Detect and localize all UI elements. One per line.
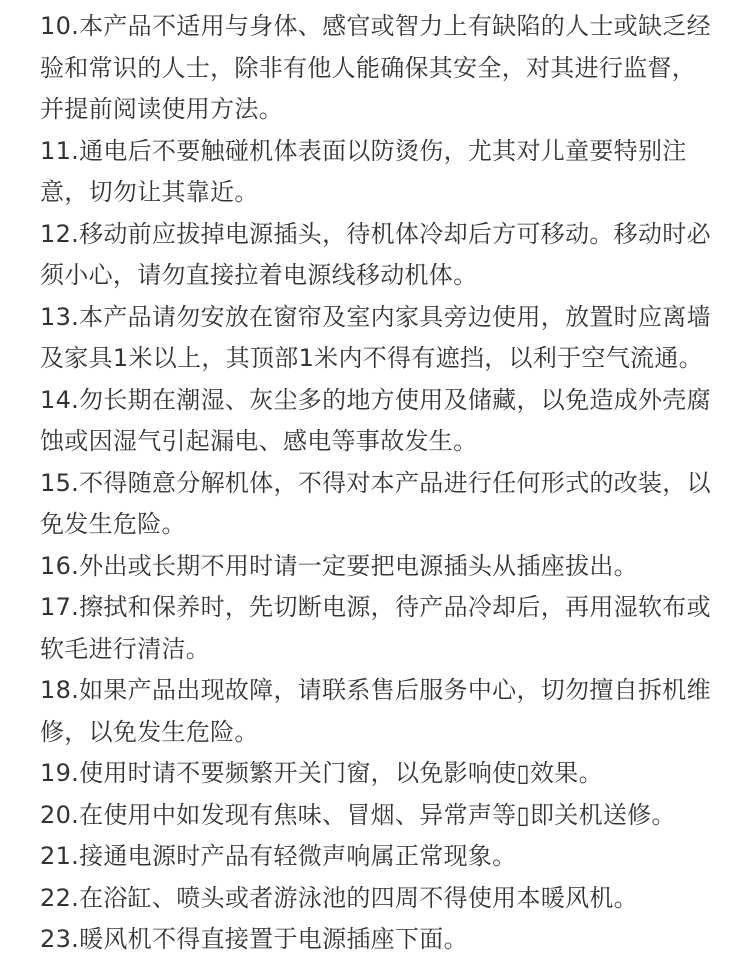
rule-18-line-2: 修，以免发生危险。 [40, 717, 259, 746]
rule-21-line-1: 21.接通电源时产品有轻微声响属正常现象。 [40, 842, 517, 870]
rule-18-line-1: 18.如果产品出现故障，请联系售后服务中心，切勿擅自拆机维 [40, 676, 711, 704]
rule-14-line-1: 14.勿长期在潮湿、灰尘多的地方使用及储藏，以免造成外壳腐 [40, 385, 711, 414]
rule-20-line-1: 20.在使用中如发现有焦味、冒烟、异常声等▯即关机送修。 [40, 800, 676, 829]
rule-14-line-2: 蚀或因湿气引起漏电、感电等事故发生。 [40, 427, 478, 455]
rule-13 [40, 297, 710, 380]
rule-19-line-1: 19.使用时请不要频繁开关门窗，以免影响使▯效果。 [40, 759, 603, 787]
rule-10 [40, 6, 710, 131]
rule-16-line-1: 16.外出或长期不用时请一定要把电源插头从插座拔出。 [40, 551, 638, 580]
rule-23 [40, 919, 710, 961]
rule-15 [40, 463, 710, 546]
rule-17 [40, 587, 710, 670]
rule-13-line-2: 及家具1米以上，其顶部1米内不得有遮挡，以利于空气流通。 [40, 344, 703, 372]
rule-11-line-1: 11.通电后不要触碰机体表面以防烫伤，尤其对儿童要特别注 [40, 136, 687, 165]
rule-15-line-1: 15.不得随意分解机体，不得对本产品进行任何形式的改装，以 [40, 468, 711, 497]
rule-11 [40, 131, 710, 214]
rule-17-line-2: 软毛进行清洁。 [40, 634, 211, 663]
rule-10-line-3: 并提前阅读使用方法。 [40, 95, 283, 123]
rule-13-line-1: 13.本产品请勿安放在窗帘及室内家具旁边使用，放置时应离墙 [40, 302, 711, 331]
rule-22-line-1: 22.在浴缸、喷头或者游泳池的四周不得使用本暖风机。 [40, 883, 638, 912]
rule-14 [40, 380, 710, 463]
rule-22 [40, 878, 710, 920]
rule-10-line-1: 10.本产品不适用与身体、感官或智力上有缺陷的人士或缺乏经 [40, 12, 711, 40]
rule-17-line-1: 17.擦拭和保养时，先切断电源，待产品冷却后，再用湿软布或 [40, 593, 711, 621]
rule-12-line-1: 12.移动前应拔掉电源插头，待机体冷却后方可移动。移动时必 [40, 219, 711, 248]
rule-11-line-2: 意，切勿让其靠近。 [40, 178, 259, 206]
rule-16 [40, 546, 710, 588]
rule-15-line-2: 免发生危险。 [40, 510, 186, 538]
rule-10-line-2: 验和常识的人士，除非有他人能确保其安全，对其进行监督， [40, 53, 697, 82]
rule-12 [40, 214, 710, 297]
rule-23-line-1: 23.暖风机不得直接置于电源插座下面。 [40, 925, 468, 953]
rule-19 [40, 753, 710, 795]
rule-12-line-2: 须小心，请勿直接拉着电源线移动机体。 [40, 261, 478, 289]
rule-20 [40, 795, 710, 837]
rule-18 [40, 670, 710, 753]
rule-21 [40, 836, 710, 878]
